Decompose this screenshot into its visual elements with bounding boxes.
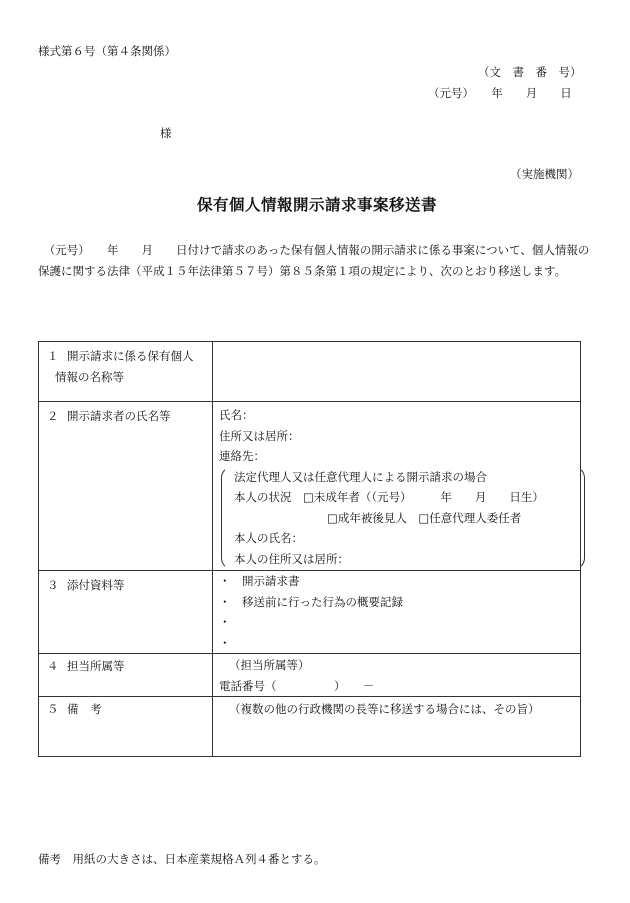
principal-status-label: 本人の状況 [234, 490, 292, 504]
attachments-cell[interactable] [213, 571, 581, 654]
row-label: 開示請求者の氏名等 [67, 409, 171, 423]
info-name-value[interactable] [213, 342, 581, 402]
document-date: （元号） 年 月 日 [428, 86, 572, 100]
row-label: 担当所属等 [67, 659, 125, 673]
delegator-checkbox-option[interactable]: □任意代理人委任者 [418, 510, 522, 525]
minor-checkbox-option[interactable]: □未成年者（（元号） 年 月 日生） [303, 490, 544, 504]
label-cell [39, 697, 213, 757]
form-number: 様式第６号（第４条関係） [38, 44, 176, 58]
label-cell [39, 571, 213, 654]
row-number: ５ [47, 702, 59, 716]
table-row [39, 571, 581, 654]
row-label-cont: 情報の名称等 [55, 370, 124, 384]
page-title: 保有個人情報開示請求事案移送書 [197, 195, 438, 214]
label-cell [39, 402, 213, 571]
attachment-item: ・ [219, 635, 231, 650]
department-name: （担当所属等） [229, 658, 310, 672]
table-row [39, 402, 581, 571]
table-row [39, 697, 581, 757]
remarks-cell[interactable] [213, 697, 581, 757]
representative-heading: 法定代理人又は任意代理人による開示請求の場合 [234, 469, 487, 484]
intro-paragraph [38, 240, 590, 282]
transfer-form-table [38, 341, 581, 757]
implementing-agency: （実施機関） [510, 167, 579, 181]
phone-number-field: 電話番号（ ） － [219, 678, 375, 693]
remarks-note: （複数の他の行政機関の長等に移送する場合には、その旨） [229, 702, 540, 716]
footnote: 備考 用紙の大きさは、日本産業規格Ａ列４番とする。 [38, 852, 326, 866]
attachment-item: ・ 移送前に行った行為の概要記録 [219, 594, 403, 609]
requester-address-field: 住所又は居所： [219, 428, 300, 443]
requester-contact-field: 連絡先： [219, 449, 265, 463]
row-label: 開示請求に係る保有個人 [67, 349, 194, 363]
table-row [39, 654, 581, 697]
requester-cell[interactable] [213, 402, 581, 571]
label-cell [39, 654, 213, 697]
principal-address-field: 本人の住所又は居所： [234, 551, 349, 566]
addressee-suffix: 様 [160, 126, 172, 140]
row-label: 添付資料等 [67, 578, 125, 592]
document-number: （文 書 番 号） [478, 65, 582, 79]
department-cell[interactable] [213, 654, 581, 697]
intro-text: （元号） 年 月 日付けで請求のあった保有個人情報の開示請求に係る事案について、個人情報の保護に関する法律（平成１５年法律第５７号）第８５条第１項の規定により、次のとおり移送します。 [38, 243, 590, 278]
attachment-item: ・ 開示請求書 [219, 574, 300, 588]
row-number: ４ [47, 659, 59, 673]
attachment-item: ・ [219, 615, 231, 629]
row-number: ２ [47, 409, 59, 423]
guardian-checkbox-option[interactable]: □成年被後見人 [327, 510, 407, 525]
table-row [39, 342, 581, 402]
row-number: ３ [47, 578, 59, 592]
label-cell [39, 342, 213, 402]
row-label: 備 考 [67, 702, 102, 716]
row-number: １ [47, 349, 59, 363]
representative-bracket [221, 466, 585, 571]
principal-name-field: 本人の氏名： [234, 531, 303, 545]
requester-name-field: 氏名： [219, 408, 254, 422]
